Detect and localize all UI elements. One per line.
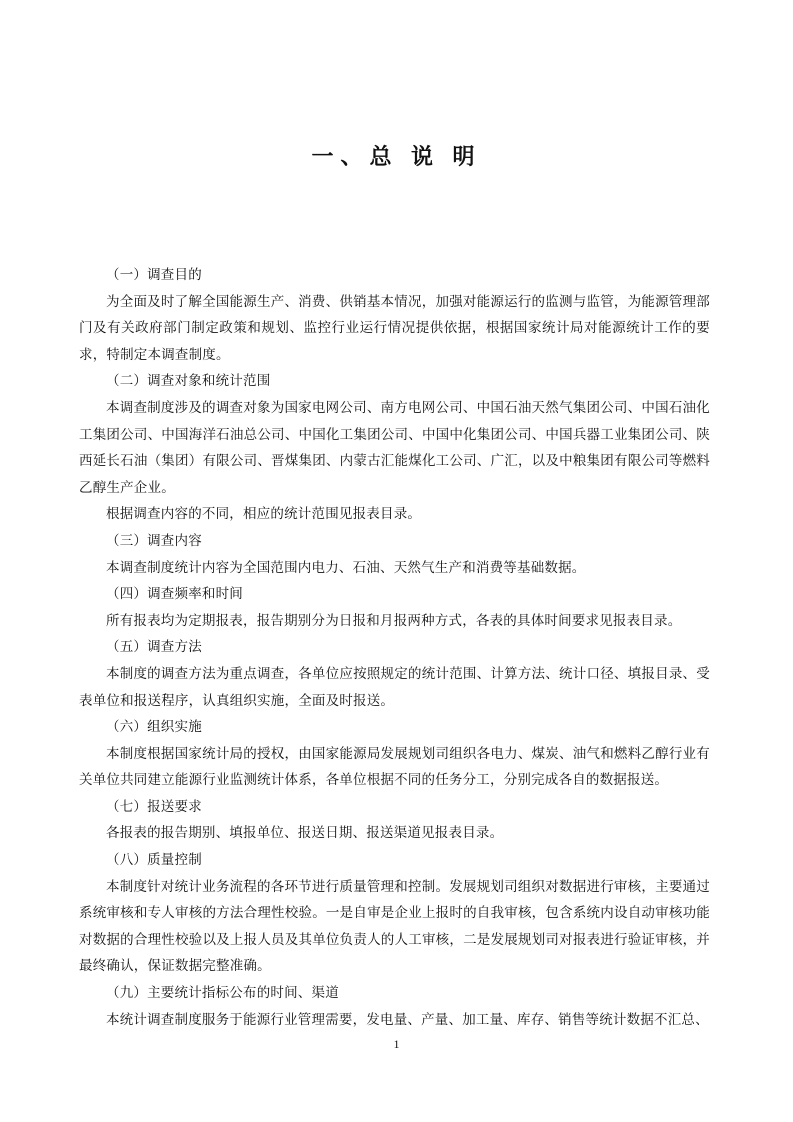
body-paragraph: 根据调查内容的不同，相应的统计范围见报表目录。 [106, 506, 422, 522]
body-paragraph: 本制度的调查方法为重点调查，各单位应按照规定的统计范围、计算方法、统计口径、填报目录、受表单位和报送程序，认真组织实施，全面及时报送。 [79, 665, 710, 708]
section-heading: （一）调查目的 [106, 267, 202, 282]
body-paragraph: 各报表的报告期别、填报单位、报送日期、报送渠道见报表目录。 [106, 825, 504, 841]
section-heading: （五）调查方法 [106, 639, 202, 655]
body-paragraph: 为全面及时了解全国能源生产、消费、供销基本情况，加强对能源运行的监测与监管，为能源管理部门及有关政府部门制定政策和规划、监控行业运行情况提供依据，根据国家统计局对能源统计工作的要求，特制定本调查制度。 [79, 293, 710, 362]
body-paragraph: 本统计调查制度服务于能源行业管理需要，发电量、产量、加工量、库存、销售等统计数据不汇总、 [106, 1011, 709, 1027]
page-number: 1 [393, 1037, 400, 1051]
section-heading: （六）组织实施 [106, 719, 202, 735]
body-paragraph: 本制度针对统计业务流程的各环节进行质量管理和控制。发展规划司组织对数据进行审核，主要通过系统审核和专人审核的方法合理性校验。一是自审是企业上报时的自我审核，包含系统内设自动审核功能对数据的合理性校验以及上报人员及其单位负责人的人工审核，二是发展规划司对报表进行验证审核，并最终确认，保证数据完整准确。 [79, 878, 710, 974]
document-body [79, 262, 710, 1033]
document-title: 一、总 说 明 [311, 144, 482, 169]
section-heading: （八）质量控制 [106, 852, 202, 868]
section-heading: （四）调查频率和时间 [106, 586, 243, 602]
section-heading: （三）调查内容 [106, 532, 202, 548]
body-paragraph: 本调查制度统计内容为全国范围内电力、石油、天然气生产和消费等基础数据。 [106, 559, 586, 575]
section-heading: （七）报送要求 [106, 798, 202, 814]
body-paragraph: 本调查制度涉及的调查对象为国家电网公司、南方电网公司、中国石油天然气集团公司、中国石油化工集团公司、中国海洋石油总公司、中国化工集团公司、中国中化集团公司、中国兵器工业集团公司、陕西延长石油（集团）有限公司、晋煤集团、内蒙古汇能煤化工公司、广汇，以及中粮集团有限公司等燃料乙醇生产企业。 [79, 399, 710, 495]
section-heading: （九）主要统计指标公布的时间、渠道 [106, 985, 339, 1001]
section-heading: （二）调查对象和统计范围 [106, 373, 271, 389]
body-paragraph: 本制度根据国家统计局的授权，由国家能源局发展规划司组织各电力、煤炭、油气和燃料乙醇行业有关单位共同建立能源行业监测统计体系，各单位根据不同的任务分工，分别完成各自的数据报送。 [79, 745, 710, 788]
body-paragraph: 所有报表均为定期报表，报告期别分为日报和月报两种方式，各表的具体时间要求见报表目录。 [106, 612, 682, 628]
